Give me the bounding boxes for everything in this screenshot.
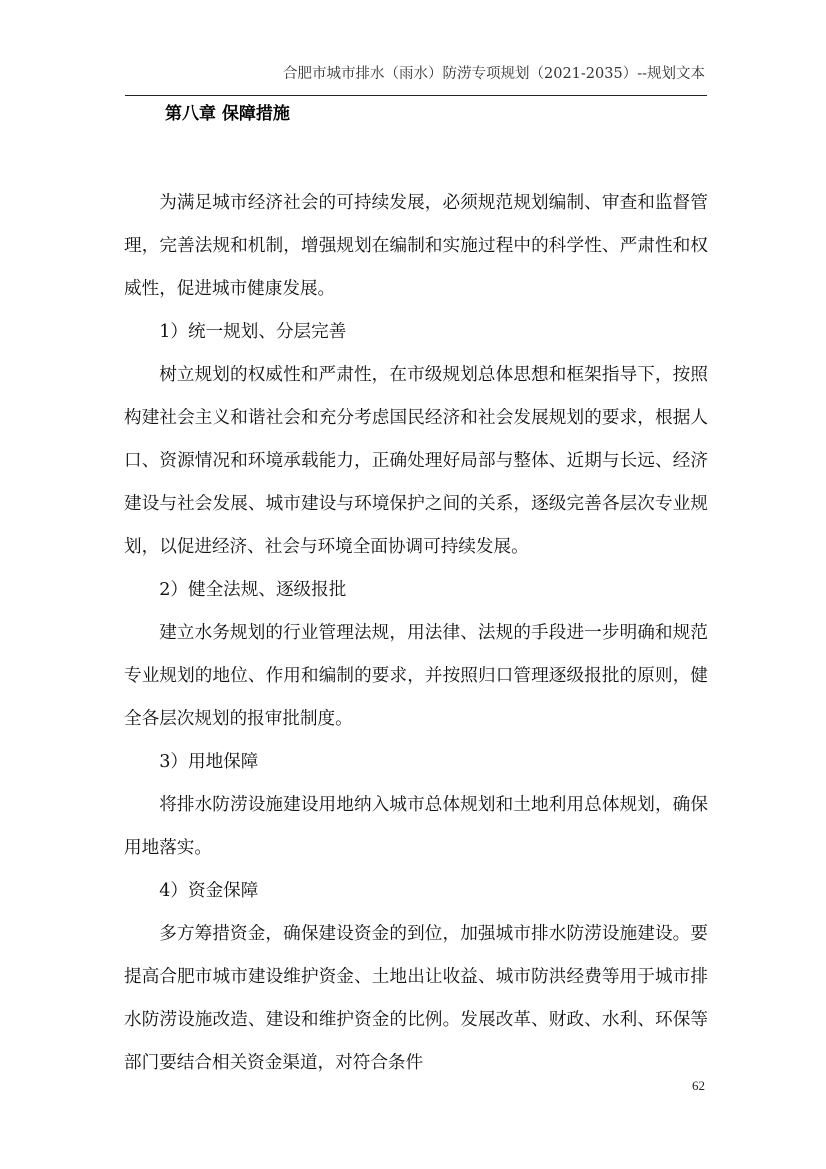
intro-paragraph: 为满足城市经济社会的可持续发展，必须规范规划编制、审查和监督管理，完善法规和机制，增强规划在编制和实施过程中的科学性、严肃性和权威性，促进城市健康发展。: [124, 193, 708, 299]
body-text: [124, 182, 708, 1085]
section-heading-4: 4）资金保障: [159, 881, 259, 901]
section-body-4: 多方筹措资金，确保建设资金的到位，加强城市排水防涝设施建设。要提高合肥市城市建设维护资金、土地出让收益、城市防洪经费等用于城市排水防涝设施改造、建设和维护资金的比例。发展改革、财政、水利、环保等部门要结合相关资金渠道，对符合条件: [124, 924, 708, 1073]
header-divider: [125, 95, 707, 96]
section-heading-3: 3）用地保障: [159, 752, 259, 772]
section-body-1: 树立规划的权威性和严肃性，在市级规划总体思想和框架指导下，按照构建社会主义和谐社会和充分考虑国民经济和社会发展规划的要求，根据人口、资源情况和环境承载能力，正确处理好局部与整体、近期与长远、经济建设与社会发展、城市建设与环境保护之间的关系，逐级完善各层次专业规划，以促进经济、社会与环境全面协调可持续发展。: [124, 365, 708, 557]
chapter-title: 第八章 保障措施: [165, 104, 290, 124]
section-heading-2: 2）健全法规、逐级报批: [159, 580, 347, 600]
section-heading-1: 1）统一规划、分层完善: [159, 322, 347, 342]
page-number: 62: [692, 1078, 705, 1093]
running-header: 合肥市城市排水（雨水）防涝专项规划（2021-2035）--规划文本: [283, 66, 705, 82]
section-body-2: 建立水务规划的行业管理法规，用法律、法规的手段进一步明确和规范专业规划的地位、作用和编制的要求，并按照归口管理逐级报批的原则，健全各层次规划的报审批制度。: [124, 623, 708, 729]
section-body-3: 将排水防涝设施建设用地纳入城市总体规划和土地利用总体规划，确保用地落实。: [124, 795, 708, 858]
